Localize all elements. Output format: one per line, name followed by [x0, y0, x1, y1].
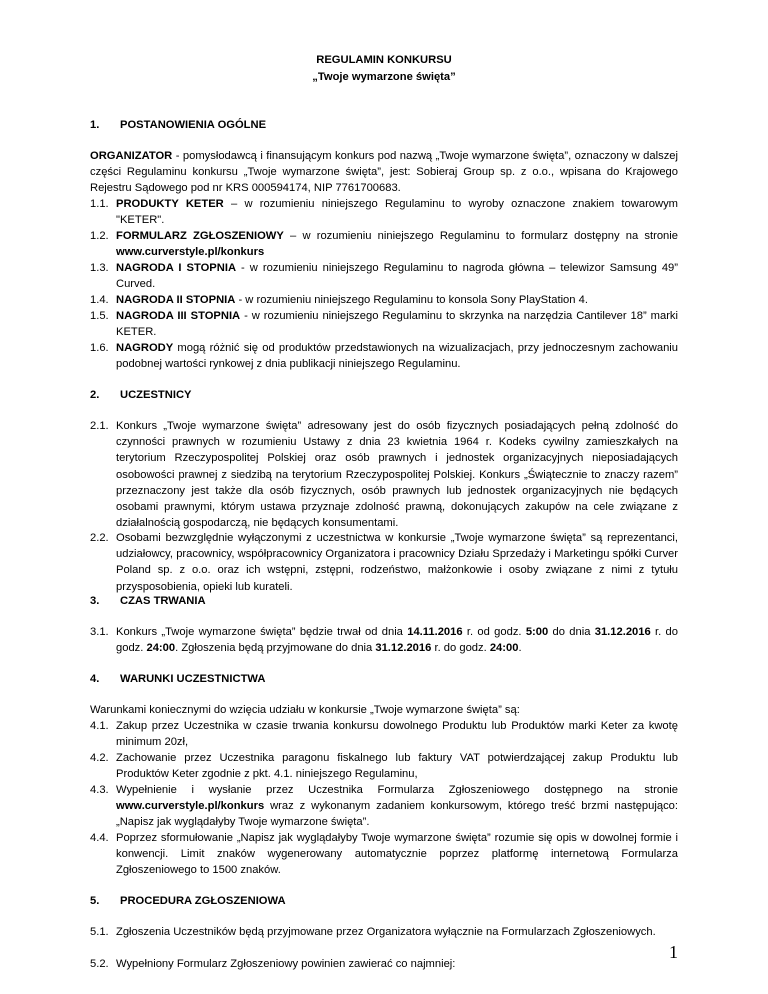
list-item-2-2: 2.2. Osobami bezwzględnie wyłączonymi z uczestnictwa w konkursie „Twoje wymarzone święta” są reprezentanci, udziałowcy, pracownicy, współpracownicy Organizatora i pracownicy Działu Sprzedaży i Marketingu spółki Curver Poland sp. z o.o. oraz ich wstępni, zstępni, rodzeństwo, małżonkowie i osoby związane z nimi z tytułu przysposobienia, opieki lub kurateli.	[90, 532, 678, 593]
section-heading-1: 1. POSTANOWIENIA OGÓLNE	[90, 119, 267, 131]
list-item-1-1: 1.1. PRODUKTY KETER – w rozumieniu niniejszego Regulaminu to wyroby oznaczone znakiem towarowym "KETER".	[90, 198, 679, 227]
list-item-1-2: 1.2. FORMULARZ ZGŁOSZENIOWY – w rozumieniu niniejszego Regulaminu to formularz dostępny na stronie www.curverstyle.pl/konkurs	[90, 230, 678, 259]
section-heading-3: 3. CZAS TRWANIA	[90, 595, 206, 607]
list-item-5-2: 5.2. Wypełniony Formularz Zgłoszeniowy powinien zawierać co najmniej:	[90, 958, 456, 970]
section-heading-2: 2. UCZESTNICY	[90, 389, 192, 401]
page-number: 1	[669, 942, 678, 962]
list-item-3-1: 3.1. Konkurs „Twoje wymarzone święta” będzie trwał od dnia 14.11.2016 r. od godz. 5:00 do dnia 31.12.2016 r. do godz. 24:00. Zgłoszenia będą przyjmowane do dnia 31.12.2016 r. do godz. 24:00.	[90, 626, 678, 655]
list-item-2-1: 2.1. Konkurs „Twoje wymarzone święta” adresowany jest do osób fizycznych posiadających pełną zdolność do czynności prawnych w rozumieniu Ustawy z dnia 23 kwietnia 1964 r. Kodeks cywilny zamieszkałych na terytorium Rzeczypospolitej Polskiej oraz osób prawnych i jednostek organizacyjnych nieposiadających osobowości prawnej z siedzibą na terytorium Rzeczypospolitej Polskiej. Konkurs „Świątecznie to znaczy razem” przeznaczony jest także dla osób fizycznych, osób prawnych lub jednostek organizacyjnych nie będących osobami prawnymi, którym ustawa przyznaje zdolność prawną, dokonujących zakupów na cele związane z działalnością gospodarczą, nie będących konsumentami.	[90, 420, 678, 530]
list-item-4-2: 4.2. Zachowanie przez Uczestnika paragonu fiskalnego lub faktury VAT potwierdzającej zakup Produktu lub Produktów Keter zgodnie z pkt. 4.1. niniejszego Regulaminu,	[90, 752, 678, 781]
section-heading-4: 4. WARUNKI UCZESTNICTWA	[90, 673, 266, 685]
organizer-paragraph: ORGANIZATOR - pomysłodawcą i finansującym konkurs pod nazwą „Twoje wymarzone święta”, oznaczony w dalszej części Regulaminu konkursu „Twoje wymarzone święta”, jest: Sobieraj Group sp. z o.o., wpisana do Krajowego Rejestru Sądowego pod nr KRS 000594174, NIP 7761700683.	[90, 150, 678, 195]
conditions-intro: Warunkami koniecznymi do wzięcia udziału w konkursie „Twoje wymarzone święta” są:	[90, 704, 520, 716]
section-heading-5: 5. PROCEDURA ZGŁOSZENIOWA	[90, 895, 286, 907]
contest-url-link-2[interactable]: www.curverstyle.pl/konkurs	[116, 800, 265, 813]
list-item-4-3: 4.3. Wypełnienie i wysłanie przez Uczestnika Formularza Zgłoszeniowego dostępnego na stronie www.curverstyle.pl/konkurs wraz z wykonanym zadaniem konkursowym, którego treść brzmi następująco: „Napisz jak wyglądałyby Twoje wymarzone święta”.	[90, 784, 678, 829]
contest-url-link[interactable]: www.curverstyle.pl/konkurs	[116, 246, 265, 259]
list-item-1-4: 1.4. NAGRODA II STOPNIA - w rozumieniu niniejszego Regulaminu to konsola Sony PlayStation 4.	[90, 294, 588, 306]
list-item-4-4: 4.4. Poprzez sformułowanie „Napisz jak wyglądałyby Twoje wymarzone święta” rozumie się opis w dowolnej formie i konwencji. Limit znaków wygenerowany automatycznie poprzez platformę internetową Formularza Zgłoszeniowego to 1500 znaków.	[90, 832, 678, 877]
document-title: REGULAMIN KONKURSU	[316, 54, 452, 66]
contest-name: „Twoje wymarzone święta”	[312, 71, 456, 83]
list-item-1-3: 1.3. NAGRODA I STOPNIA - w rozumieniu niniejszego Regulaminu to nagroda główna – telewizor Samsung 49” Curved.	[90, 262, 679, 291]
list-item-4-1: 4.1. Zakup przez Uczestnika w czasie trwania konkursu dowolnego Produktu lub Produktów marki Keter za kwotę minimum 20zł,	[90, 720, 678, 749]
list-item-1-6: 1.6. NAGRODY mogą różnić się od produktów przedstawionych na wizualizacjach, przy jednoczesnym zachowaniu podobnej wartości rynkowej z dnia publikacji niniejszego Regulaminu.	[90, 342, 678, 371]
list-item-1-5: 1.5. NAGRODA III STOPNIA - w rozumieniu niniejszego Regulaminu to skrzynka na narzędzia Cantilever 18” marki KETER.	[90, 310, 679, 339]
list-item-5-1: 5.1. Zgłoszenia Uczestników będą przyjmowane przez Organizatora wyłącznie na Formularzach Zgłoszeniowych.	[90, 926, 656, 938]
